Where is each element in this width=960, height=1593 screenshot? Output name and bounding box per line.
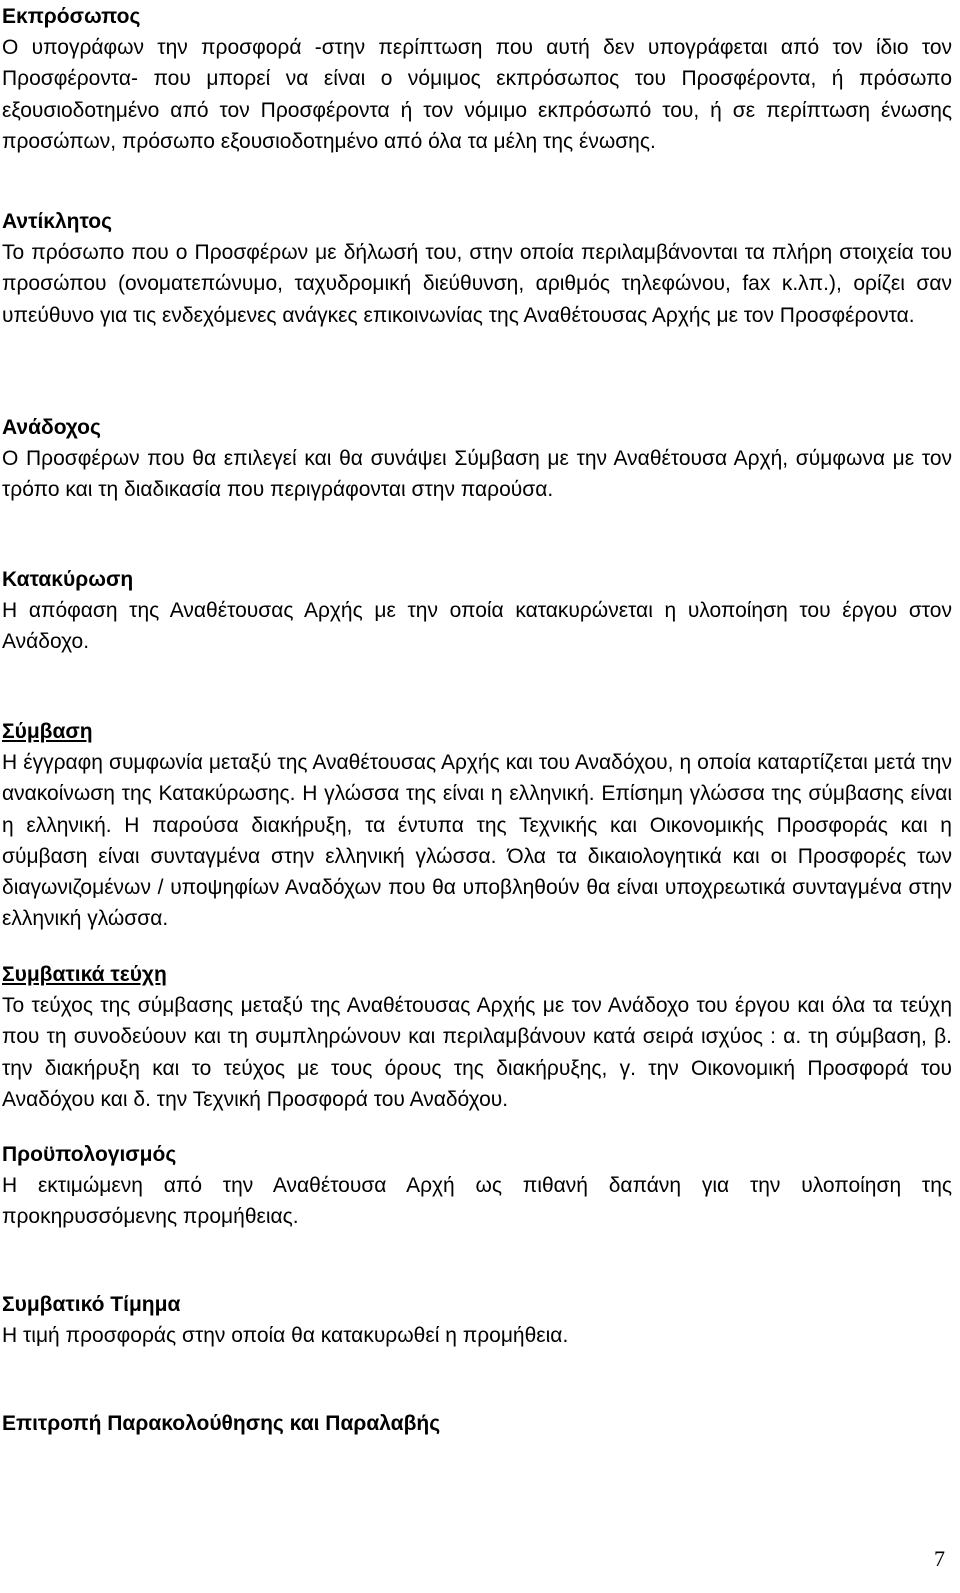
section-heading: Αντίκλητος	[2, 210, 113, 233]
section-heading: Προϋπολογισμός	[2, 1143, 177, 1166]
section-contact-person	[2, 207, 952, 331]
section-heading: Κατακύρωση	[2, 568, 134, 591]
section-award	[2, 565, 952, 658]
section-text: Το πρόσωπο που ο Προσφέρων με δήλωσή του, στην οποία περιλαμβάνονται τα πλήρη στοιχεία του προσώπου (ονοματεπώνυμο, ταχυδρομική διεύθυνση, αριθμός τηλεφώνου, fax κ.λπ.), ορίζει σαν υπεύθυνο για τις ενδεχόμενες ανάγκες επικοινωνίας της Αναθέτουσας Αρχής με τον Προσφέροντα.	[2, 241, 952, 327]
section-text: Η τιμή προσφοράς στην οποία θα κατακυρωθεί η προμήθεια.	[2, 1324, 569, 1347]
section-contract-documents	[2, 960, 952, 1115]
section-contract-price	[2, 1290, 952, 1351]
section-heading: Συμβατικά τεύχη	[2, 963, 167, 986]
section-heading: Εκπρόσωπος	[2, 5, 141, 28]
section-budget	[2, 1140, 952, 1233]
section-monitoring-committee	[2, 1409, 952, 1439]
section-text: Ο υπογράφων την προσφορά -στην περίπτωση που αυτή δεν υπογράφεται από τον ίδιο τον Προσφέροντα- που μπορεί να είναι ο νόμιμος εκπρόσωπος του Προσφέροντα, ή πρόσωπο εξουσιοδοτημένο από τον Προσφέροντα ή τον νόμιμο εκπρόσωπό του, ή σε περίπτωση ένωσης προσώπων, πρόσωπο εξουσιοδοτημένο από όλα τα μέλη της ένωσης.	[2, 36, 952, 153]
section-contract	[2, 717, 952, 935]
section-heading: Επιτροπή Παρακολούθησης και Παραλαβής	[2, 1412, 441, 1435]
section-text: Η έγγραφη συμφωνία μεταξύ της Αναθέτουσας Αρχής και του Αναδόχου, η οποία καταρτίζεται μετά την ανακοίνωση της Κατακύρωσης. Η γλώσσα της είναι η ελληνική. Επίσημη γλώσσα της σύμβασης είναι η ελληνική. Η παρούσα διακήρυξη, τα έντυπα της Τεχνικής και Οικονομικής Προσφοράς και η σύμβαση είναι συνταγμένα στην ελληνική γλώσσα. Όλα τα δικαιολογητικά και οι Προσφορές των διαγωνιζομένων / υποψηφίων Αναδόχων που θα υποβληθούν θα είναι υποχρεωτικά συνταγμένα στην ελληνική γλώσσα.	[2, 751, 952, 931]
section-heading: Ανάδοχος	[2, 416, 101, 439]
section-contractor	[2, 413, 952, 506]
section-heading: Σύμβαση	[2, 720, 93, 743]
page-number: 7	[934, 1546, 945, 1571]
section-text: Η εκτιμώμενη από την Αναθέτουσα Αρχή ως πιθανή δαπάνη για την υλοποίηση της προκηρυσσόμενης προμήθειας.	[2, 1174, 952, 1229]
section-text: Ο Προσφέρων που θα επιλεγεί και θα συνάψει Σύμβαση με την Αναθέτουσα Αρχή, σύμφωνα με τον τρόπο και τη διαδικασία που περιγράφονται στην παρούσα.	[2, 447, 952, 502]
section-representative	[2, 2, 952, 157]
section-text: Το τεύχος της σύμβασης μεταξύ της Αναθέτουσας Αρχής με τον Ανάδοχο του έργου και όλα τα τεύχη που τη συνοδεύουν και τη συμπληρώνουν και περιλαμβάνουν κατά σειρά ισχύος : α. τη σύμβαση, β. την διακήρυξη και το τεύχος με τους όρους της διακήρυξης, γ. την Οικονομική Προσφορά του Αναδόχου και δ. την Τεχνική Προσφορά του Αναδόχου.	[2, 994, 952, 1111]
section-text: Η απόφαση της Αναθέτουσας Αρχής με την οποία κατακυρώνεται η υλοποίηση του έργου στον Ανάδοχο.	[2, 599, 952, 654]
section-heading: Συμβατικό Τίμημα	[2, 1293, 181, 1316]
